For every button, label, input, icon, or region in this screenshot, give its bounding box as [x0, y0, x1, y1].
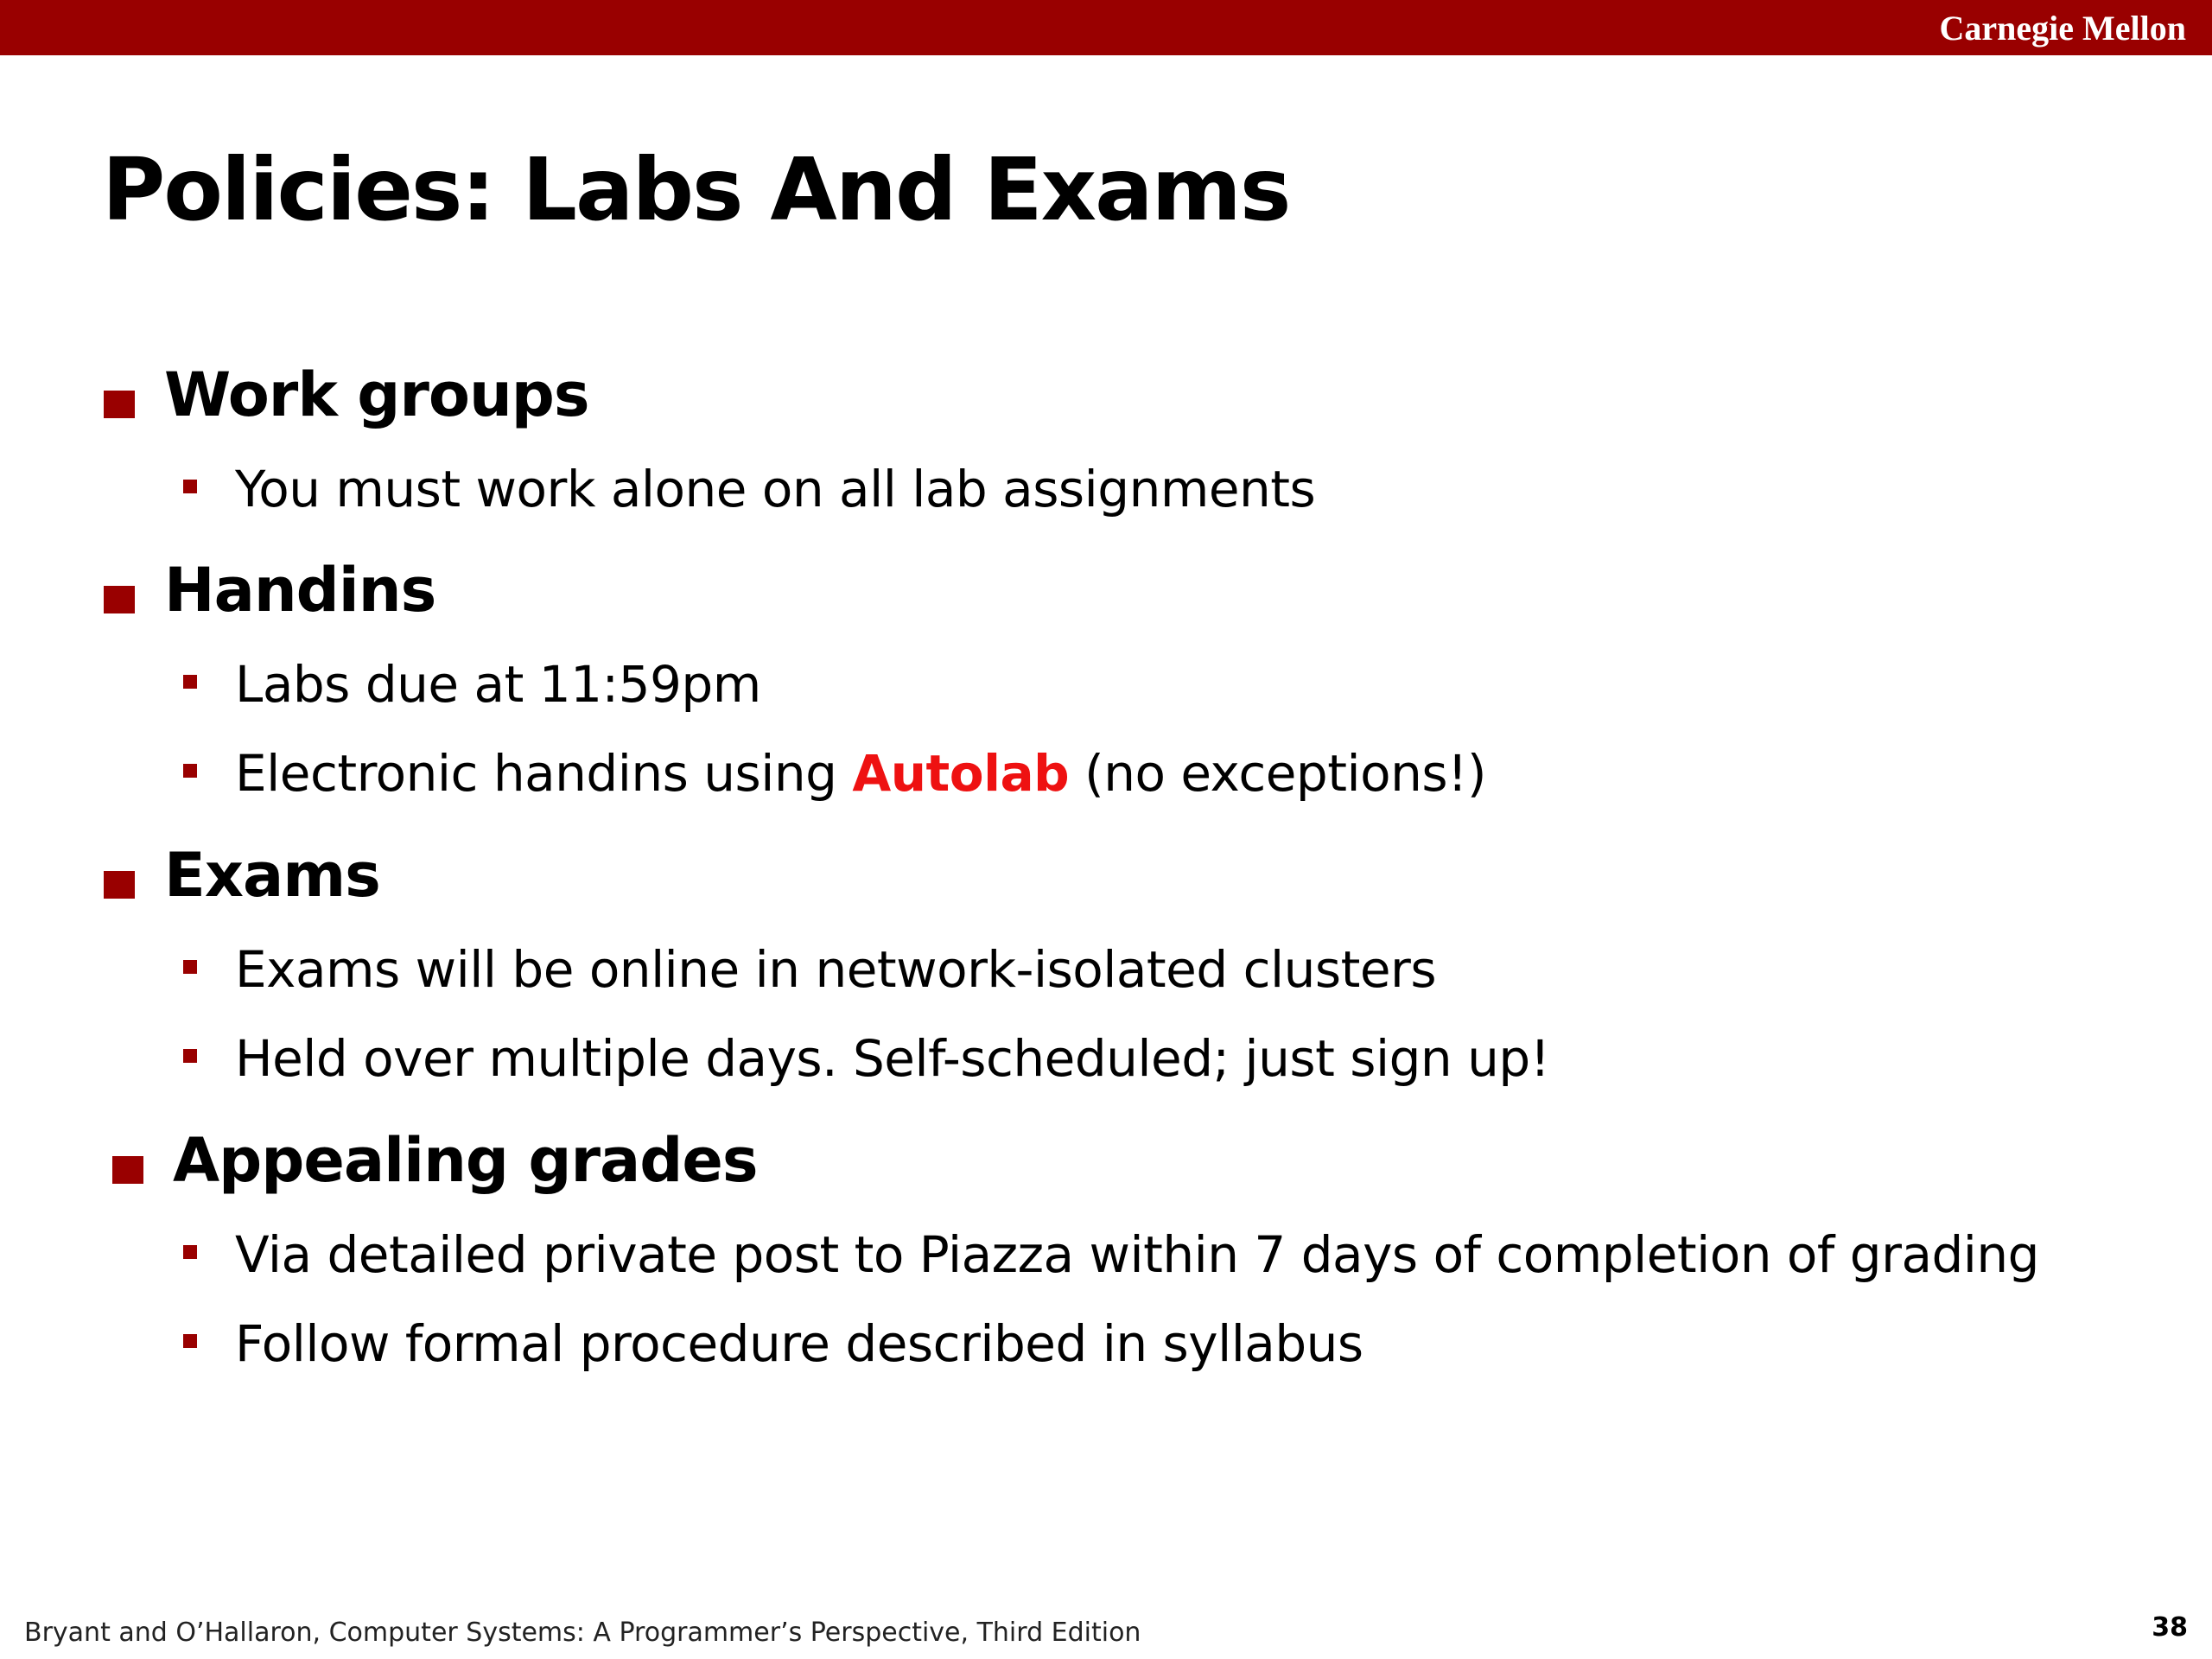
footer-citation: Bryant and O’Hallaron, Computer Systems: A Programmer’s Perspective, Third Edition — [24, 1618, 1141, 1648]
section-heading: Handins — [164, 555, 436, 626]
text-after: (no exceptions!) — [1069, 744, 1486, 803]
sub-bullet-icon — [183, 764, 197, 778]
sub-bullet-icon — [183, 1049, 197, 1063]
sub-bullet-icon — [183, 675, 197, 689]
page-number: 38 — [2152, 1612, 2188, 1643]
list-item-text: Via detailed private post to Piazza within 7 days of completion of grading — [235, 1225, 2039, 1284]
section-heading: Work groups — [164, 359, 589, 430]
text-before: Electronic handins using — [235, 744, 853, 803]
brand-name: Carnegie Mellon — [1939, 9, 2186, 48]
list-item-text — [235, 739, 1486, 808]
list-item-text: Held over multiple days. Self-scheduled; just sign up! — [235, 1029, 1550, 1088]
list-item-text: You must work alone on all lab assignments — [235, 460, 1316, 518]
bullet-square-icon — [112, 1156, 143, 1184]
slide-title: Policies: Labs And Exams — [102, 139, 1290, 240]
list-item-text: Follow formal procedure described in syllabus — [235, 1314, 1363, 1373]
sub-bullet-icon — [183, 1334, 197, 1348]
bullet-square-icon — [104, 586, 135, 613]
autolab-highlight: Autolab — [852, 744, 1070, 803]
bullet-square-icon — [104, 391, 135, 418]
list-item-text: Labs due at 11:59pm — [235, 655, 761, 714]
sub-bullet-icon — [183, 960, 197, 974]
section-heading: Exams — [164, 840, 380, 911]
sub-bullet-icon — [183, 480, 197, 493]
list-item-text: Exams will be online in network-isolated clusters — [235, 940, 1437, 999]
sub-bullet-icon — [183, 1245, 197, 1259]
bullet-square-icon — [104, 871, 135, 899]
section-heading: Appealing grades — [173, 1125, 758, 1196]
